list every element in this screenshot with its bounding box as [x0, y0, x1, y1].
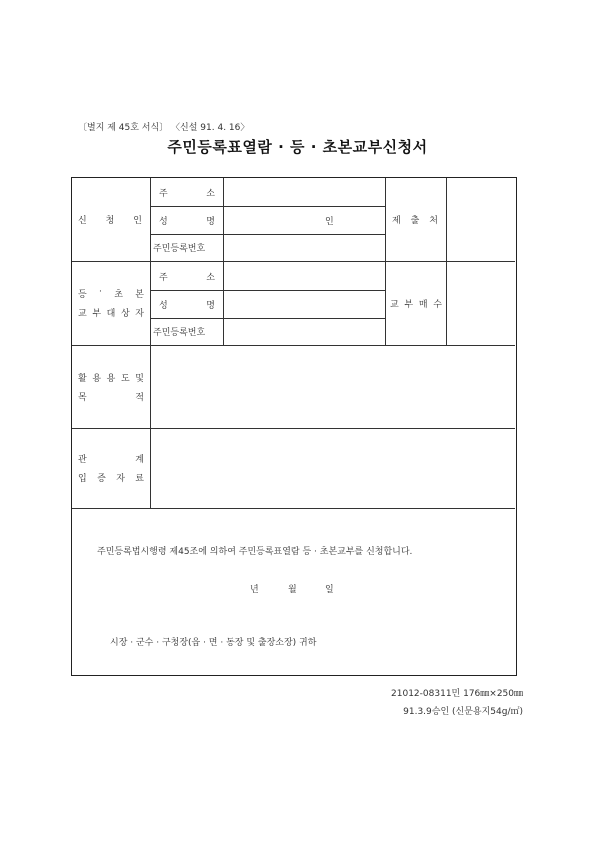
print-code: 21012-08311민 176㎜×250㎜ [391, 689, 523, 699]
subject-address-field[interactable] [224, 263, 384, 289]
divider [385, 178, 386, 345]
applicant-address-field[interactable] [224, 179, 384, 205]
applicant-name-label: 성 명 [159, 216, 215, 227]
approval-note: 91.3.9승인 (신문용지54g/㎡) [403, 707, 523, 717]
date-day-label: 일 [325, 585, 334, 595]
subject-section-label: 등 · 초 본 교 부 대 상 자 [78, 287, 144, 319]
application-form-table [71, 177, 517, 676]
subject-id-field[interactable] [224, 319, 384, 344]
evidence-label: 관 계 입 증 자 료 [78, 455, 144, 484]
subject-address-label: 주 소 [159, 272, 215, 283]
purpose-field[interactable] [151, 346, 513, 427]
copies-field[interactable] [447, 262, 513, 344]
addressee: 시장 · 군수 · 구청장(읍 · 면 · 동장 및 출장소장) 귀하 [110, 638, 317, 648]
form-title: 주민등록표열람 · 등 · 초본교부신청서 [167, 138, 428, 156]
date-month-label: 월 [288, 585, 297, 595]
applicant-address-label: 주 소 [159, 188, 215, 199]
date-year-label: 년 [250, 585, 259, 595]
applicant-section-label: 신 청 인 [78, 216, 142, 226]
purpose-label: 활 용 용 도 및 목 적 [78, 373, 144, 403]
evidence-field[interactable] [151, 429, 513, 507]
applicant-seal-mark: 인 [325, 216, 334, 227]
application-statement: 주민등록법시행령 제45조에 의하여 주민등록표열람 등 · 초본교부를 신청합니다. [97, 547, 413, 557]
copies-label: 교 부 매 수 [390, 299, 442, 310]
applicant-name-field[interactable] [224, 207, 384, 233]
subject-id-label: 주민등록번호 [153, 328, 206, 338]
divider [72, 508, 515, 509]
form-code: 〔별지 제 45호 서식〕 〈신설 91. 4. 16〉 [78, 123, 250, 133]
submit-to-label: 제 출 처 [392, 216, 438, 226]
applicant-id-field[interactable] [224, 235, 384, 260]
subject-name-label: 성 명 [159, 300, 215, 311]
submit-to-field[interactable] [447, 179, 513, 260]
applicant-id-label: 주민등록번호 [153, 244, 206, 254]
subject-name-field[interactable] [224, 291, 384, 317]
